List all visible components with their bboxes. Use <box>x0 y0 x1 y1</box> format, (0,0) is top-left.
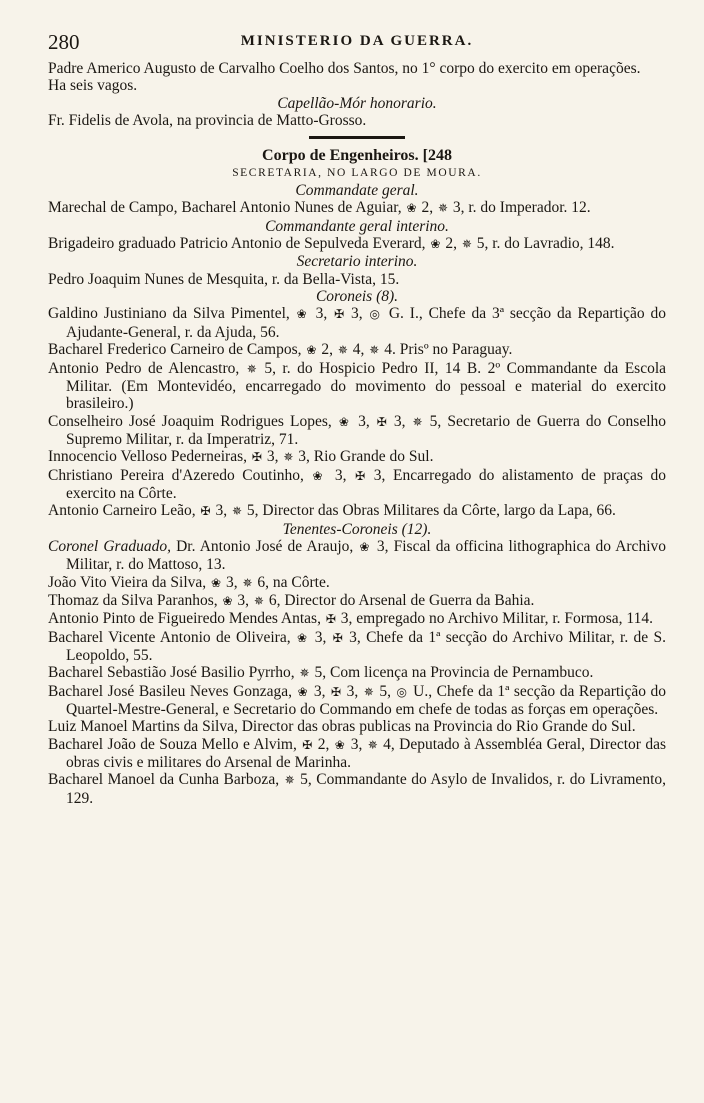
entry-pyrrho <box>48 664 666 682</box>
entry-text: 5, Commandante do Asylo de Invalidos, r. do Livramento, 129. <box>66 771 666 807</box>
entry-text: 3, <box>351 305 363 323</box>
entry-oliveira <box>48 629 666 665</box>
entry-barboza <box>48 771 666 807</box>
order-rose-icon: ❀ <box>430 237 441 252</box>
entry-text: 4, Deputado à Assembléa Geral, Director das obras civis e militares do Arsenal de Marinha. <box>66 735 667 772</box>
entry-text: 5, r. do Lavradio, 148. <box>476 235 615 253</box>
order-rose-icon: ❀ <box>296 630 309 645</box>
entry-text: Thomaz da Silva Paranhos, <box>48 591 218 609</box>
entry-text: 3, <box>225 573 238 591</box>
page-header <box>48 30 666 56</box>
order-star-icon: ✵ <box>242 575 253 590</box>
entry-americo: Padre Americo Augusto de Carvalho Coelho dos Santos, no 1° corpo do exercito em operações. <box>48 60 641 77</box>
entry-text: 3, Encarregado do alistamento de praças do exercito na Côrte. <box>66 466 667 502</box>
order-rose-icon: ❀ <box>297 684 309 699</box>
order-cross-icon: ✠ <box>325 612 336 627</box>
entry-alvim <box>48 736 666 772</box>
entry-text: Dr. Antonio José de Araujo, <box>176 537 354 555</box>
entry-text: 3, <box>315 305 328 323</box>
entry-everard <box>48 235 666 253</box>
order-star-icon: ✵ <box>283 450 294 465</box>
entry-alencastro <box>48 360 666 413</box>
order-circle-icon: ◎ <box>396 684 408 699</box>
entry-text: Bacharel Frederico Carneiro de Campos, <box>48 341 302 359</box>
heading-tenentes-coroneis: Tenentes-Coroneis (12). <box>282 520 432 538</box>
entry-text: 3, Chefe da 1ª secção do Archivo Militar, r. de S. Leopoldo, 55. <box>66 628 667 664</box>
heading-commandante: Commandate geral. <box>295 182 419 200</box>
running-title: MINISTERIO DA GUERRA. <box>240 33 474 49</box>
entry-aguiar <box>48 199 666 217</box>
entry-text: G. I., Chefe da 3ª secção da Repartição do Ajudante-General, r. da Ajuda, 56. <box>66 305 667 341</box>
entry-pederneiras <box>48 448 666 466</box>
order-star-icon: ✵ <box>246 361 257 376</box>
entry-text: 4. Prisº no Paraguay. <box>384 341 513 359</box>
section-divider <box>309 136 405 139</box>
entry-text: Antonio Pinto de Figueiredo Mendes Antas, <box>48 610 321 628</box>
order-star-icon: ✵ <box>367 737 378 752</box>
entry-text: Coronel Graduado, <box>48 537 171 555</box>
entry-text: 3, <box>266 448 279 466</box>
entry-text: 2, <box>421 199 434 217</box>
order-star-icon: ✵ <box>284 773 295 788</box>
entry-gonzaga <box>48 683 666 719</box>
entry-antas <box>48 610 666 628</box>
order-rose-icon: ❀ <box>334 737 346 752</box>
entry-campos <box>48 341 666 359</box>
entry-text: 5, <box>379 682 391 700</box>
office-address: SECRETARIA, NO LARGO DE MOURA. <box>232 166 482 179</box>
entry-text: 2, <box>321 341 333 359</box>
order-rose-icon: ❀ <box>306 343 317 358</box>
entry-text: Innocencio Velloso Pederneiras, <box>48 448 248 466</box>
page-number: 280 <box>48 30 80 54</box>
order-cross-icon: ✠ <box>200 504 211 519</box>
order-rose-icon: ❀ <box>338 414 352 429</box>
entry-leao <box>48 502 666 520</box>
entry-text: Conselheiro José Joaquim Rodrigues Lopes, <box>48 412 332 430</box>
order-cross-icon: ✠ <box>334 307 345 322</box>
order-cross-icon: ✠ <box>332 630 343 645</box>
entry-text: 3, <box>350 735 363 753</box>
entry-text: 3, r. do Imperador. 12. <box>452 199 591 217</box>
entry-text: 5, Com licença na Provincia de Pernambuco. <box>314 664 594 682</box>
entry-fidelis: Fr. Fidelis de Avola, na provincia de Matto-Grosso. <box>48 112 367 130</box>
page-body <box>48 60 666 807</box>
entry-text: 6, Director do Arsenal de Guerra da Bahia. <box>268 591 535 609</box>
entry-text: Bacharel Sebastião José Basilio Pyrrho, <box>48 664 295 682</box>
order-rose-icon: ❀ <box>359 539 371 554</box>
order-star-icon: ✵ <box>412 414 423 429</box>
heading-capellao: Capellão-Mór honorario. <box>277 94 437 112</box>
order-cross-icon: ✠ <box>302 737 313 752</box>
entry-martins: Luiz Manoel Martins da Silva, Director das obras publicas na Provincia do Rio Grande do Sul. <box>48 718 636 736</box>
order-circle-icon: ◎ <box>369 307 382 322</box>
order-rose-icon: ❀ <box>222 593 233 608</box>
entry-mesquita: Pedro Joaquim Nunes de Mesquita, r. da Bella-Vista, 15. <box>48 270 400 288</box>
order-rose-icon: ❀ <box>296 307 309 322</box>
entry-text: 2, <box>445 235 457 253</box>
order-rose-icon: ❀ <box>312 468 327 483</box>
entry-text: 3, <box>346 682 359 700</box>
entry-vieira <box>48 574 666 592</box>
entry-text: 5, Secretario de Guerra do Conselho Supremo Militar, r. da Imperatriz, 71. <box>66 412 667 448</box>
order-cross-icon: ✠ <box>355 468 366 483</box>
entry-text: U., Chefe da 1ª secção da Repartição do Quartel-Mestre-General, e Secretario do Commando em chefe de todas as forças em operações. <box>66 682 667 719</box>
entry-text: Marechal de Campo, Bacharel Antonio Nunes de Aguiar, <box>48 199 402 217</box>
entry-text: 3, Fiscal da officina lithographica do Archivo Militar, r. do Mattoso, 13. <box>66 537 666 574</box>
order-cross-icon: ✠ <box>376 414 387 429</box>
order-star-icon: ✵ <box>337 343 348 358</box>
entry-text: 2, <box>317 735 330 753</box>
entry-paranhos <box>48 592 666 610</box>
heading-coroneis: Coroneis (8). <box>315 288 399 306</box>
entry-araujo <box>48 538 666 574</box>
order-star-icon: ✵ <box>461 237 472 252</box>
entry-text: 3, <box>334 466 347 484</box>
entry-text: 5, Director das Obras Militares da Côrte, largo da Lapa, 66. <box>246 502 616 520</box>
vacancies-note: Ha seis vagos. <box>48 77 138 95</box>
entry-text: 3, <box>237 591 250 609</box>
entry-text: 3, Rio Grande do Sul. <box>298 448 434 466</box>
order-star-icon: ✵ <box>369 343 380 358</box>
order-rose-icon: ❀ <box>406 201 417 216</box>
entry-text: Brigadeiro graduado Patricio Antonio de Sepulveda Everard, <box>48 235 426 253</box>
order-cross-icon: ✠ <box>331 684 342 699</box>
order-star-icon: ✵ <box>231 504 243 519</box>
entry-text: 3, empregado no Archivo Militar, r. Formosa, 114. <box>340 610 653 628</box>
entry-text: 3, <box>358 412 370 430</box>
entry-text: Bacharel José Basileu Neves Gonzaga, <box>48 682 293 700</box>
entry-text: Bacharel João de Souza Mello e Alvim, <box>48 735 297 753</box>
order-star-icon: ✵ <box>253 593 264 608</box>
entry-pimentel <box>48 305 666 341</box>
entry-text: Antonio Pedro de Alencastro, <box>48 359 240 377</box>
entry-text: João Vito Vieira da Silva, <box>48 573 207 591</box>
section-title-engenheiros: Corpo de Engenheiros. [248 <box>262 147 452 165</box>
entry-text: 4, <box>352 341 365 359</box>
order-star-icon: ✵ <box>363 684 374 699</box>
order-star-icon: ✵ <box>299 666 310 681</box>
entry-coutinho <box>48 467 666 503</box>
entry-text: 3, <box>313 682 326 700</box>
entry-text: 5, r. do Hospicio Pedro II, 14 B. 2º Commandante da Escola Militar. (Em Montevidéo, encarregado do movimento do pessoal e material do exercito brasileiro.) <box>66 359 667 413</box>
entry-text: 6, na Côrte. <box>257 573 330 591</box>
entry-lopes <box>48 413 666 449</box>
entry-text: Galdino Justiniano da Silva Pimentel, <box>48 305 290 323</box>
entry-text: Christiano Pereira d'Azeredo Coutinho, <box>48 466 304 484</box>
entry-text: 3, <box>393 412 406 430</box>
entry-text: Bacharel Manoel da Cunha Barboza, <box>48 771 280 789</box>
entry-text: Bacharel Vicente Antonio de Oliveira, <box>48 628 291 646</box>
heading-secretario: Secretario interino. <box>296 253 418 271</box>
entry-text: 3, <box>314 628 327 646</box>
entry-text: Antonio Carneiro Leão, <box>48 502 196 520</box>
heading-commandante-interino: Commandante geral interino. <box>265 217 449 235</box>
entry-text: 3, <box>215 502 228 520</box>
order-rose-icon: ❀ <box>211 575 222 590</box>
order-cross-icon: ✠ <box>251 450 262 465</box>
order-star-icon: ✵ <box>437 201 448 216</box>
